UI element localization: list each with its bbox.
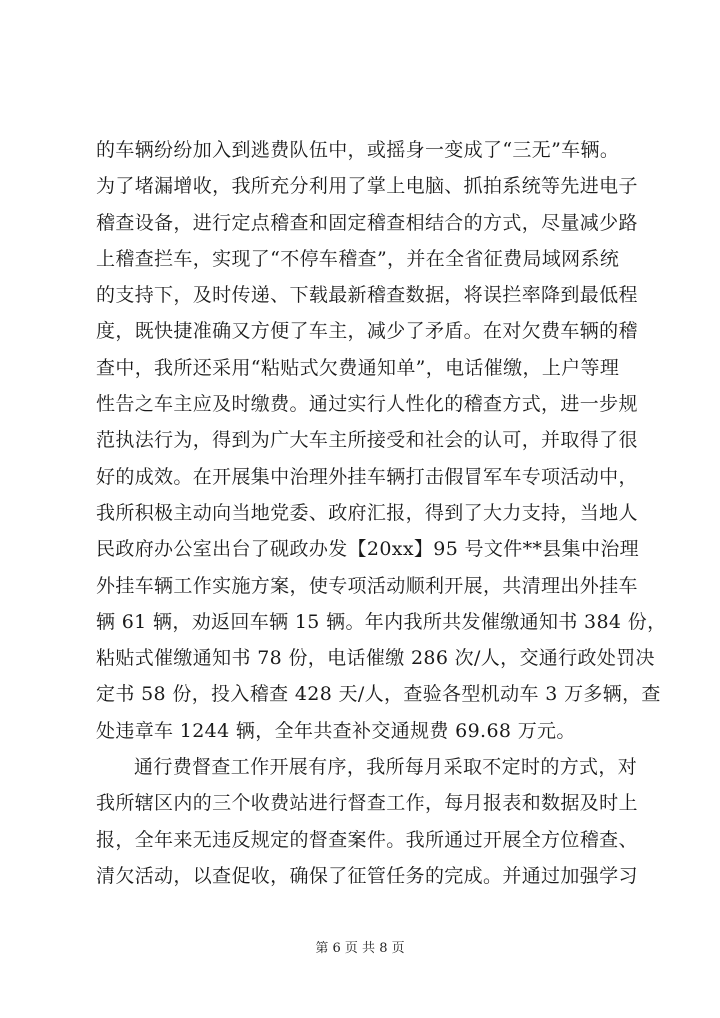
text-line: 清欠活动，以查促收，确保了征管任务的完成。并通过加强学习 [96, 864, 638, 887]
page-number-footer: 第 6 页 共 8 页 [315, 941, 405, 956]
text-line: 定书 58 份，投入稽查 428 天/人，查验各型机动车 3 万多辆，查 [96, 683, 661, 706]
text-line: 上稽查拦车，实现了“不停车稽查”，并在全省征费局域网系统 [96, 247, 620, 270]
text-line: 外挂车辆工作实施方案，使专项活动顺利开展，共清理出外挂车 [96, 574, 638, 597]
text-line: 民政府办公室出台了砚政办发【20xx】95 号文件**县集中治理 [96, 538, 640, 561]
text-line: 的支持下，及时传递、下载最新稽查数据，将误拦率降到最低程 [96, 284, 638, 307]
text-line: 稽查设备，进行定点稽查和固定稽查相结合的方式，尽量减少路 [96, 211, 638, 234]
text-line: 辆 61 辆，劝返回车辆 15 辆。年内我所共发催缴通知书 384 份， [96, 610, 667, 633]
text-line: 通行费督查工作开展有序，我所每月采取不定时的方式，对 [134, 756, 638, 779]
text-line: 报，全年来无违反规定的督查案件。我所通过开展全方位稽查、 [96, 828, 638, 851]
text-line: 为了堵漏增收，我所充分利用了掌上电脑、抓拍系统等先进电子 [96, 175, 638, 198]
paragraph-2 [96, 749, 656, 894]
text-line: 查中，我所还采用“粘贴式欠费通知单”，电话催缴，上户等理 [96, 356, 620, 379]
text-line: 性告之车主应及时缴费。通过实行人性化的稽查方式，进一步规 [96, 393, 638, 416]
text-line: 度，既快捷准确又方便了车主，减少了矛盾。在对欠费车辆的稽 [96, 320, 638, 343]
paragraph-1 [96, 132, 667, 749]
text-line: 我所辖区内的三个收费站进行督查工作，每月报表和数据及时上 [96, 792, 638, 815]
text-line: 粘贴式催缴通知书 78 份，电话催缴 286 次/人，交通行政处罚决 [96, 647, 655, 670]
document-body [96, 132, 667, 894]
text-line: 处违章车 1244 辆，全年共查补交通规费 69.68 万元。 [96, 719, 576, 742]
text-line: 我所积极主动向当地党委、政府汇报，得到了大力支持，当地人 [96, 501, 638, 524]
text-line: 范执法行为，得到为广大车主所接受和社会的认可，并取得了很 [96, 429, 638, 452]
text-line: 好的成效。在开展集中治理外挂车辆打击假冒军车专项活动中， [96, 465, 638, 488]
text-line: 的车辆纷纷加入到逃费队伍中，或摇身一变成了“三无”车辆。 [96, 139, 620, 161]
